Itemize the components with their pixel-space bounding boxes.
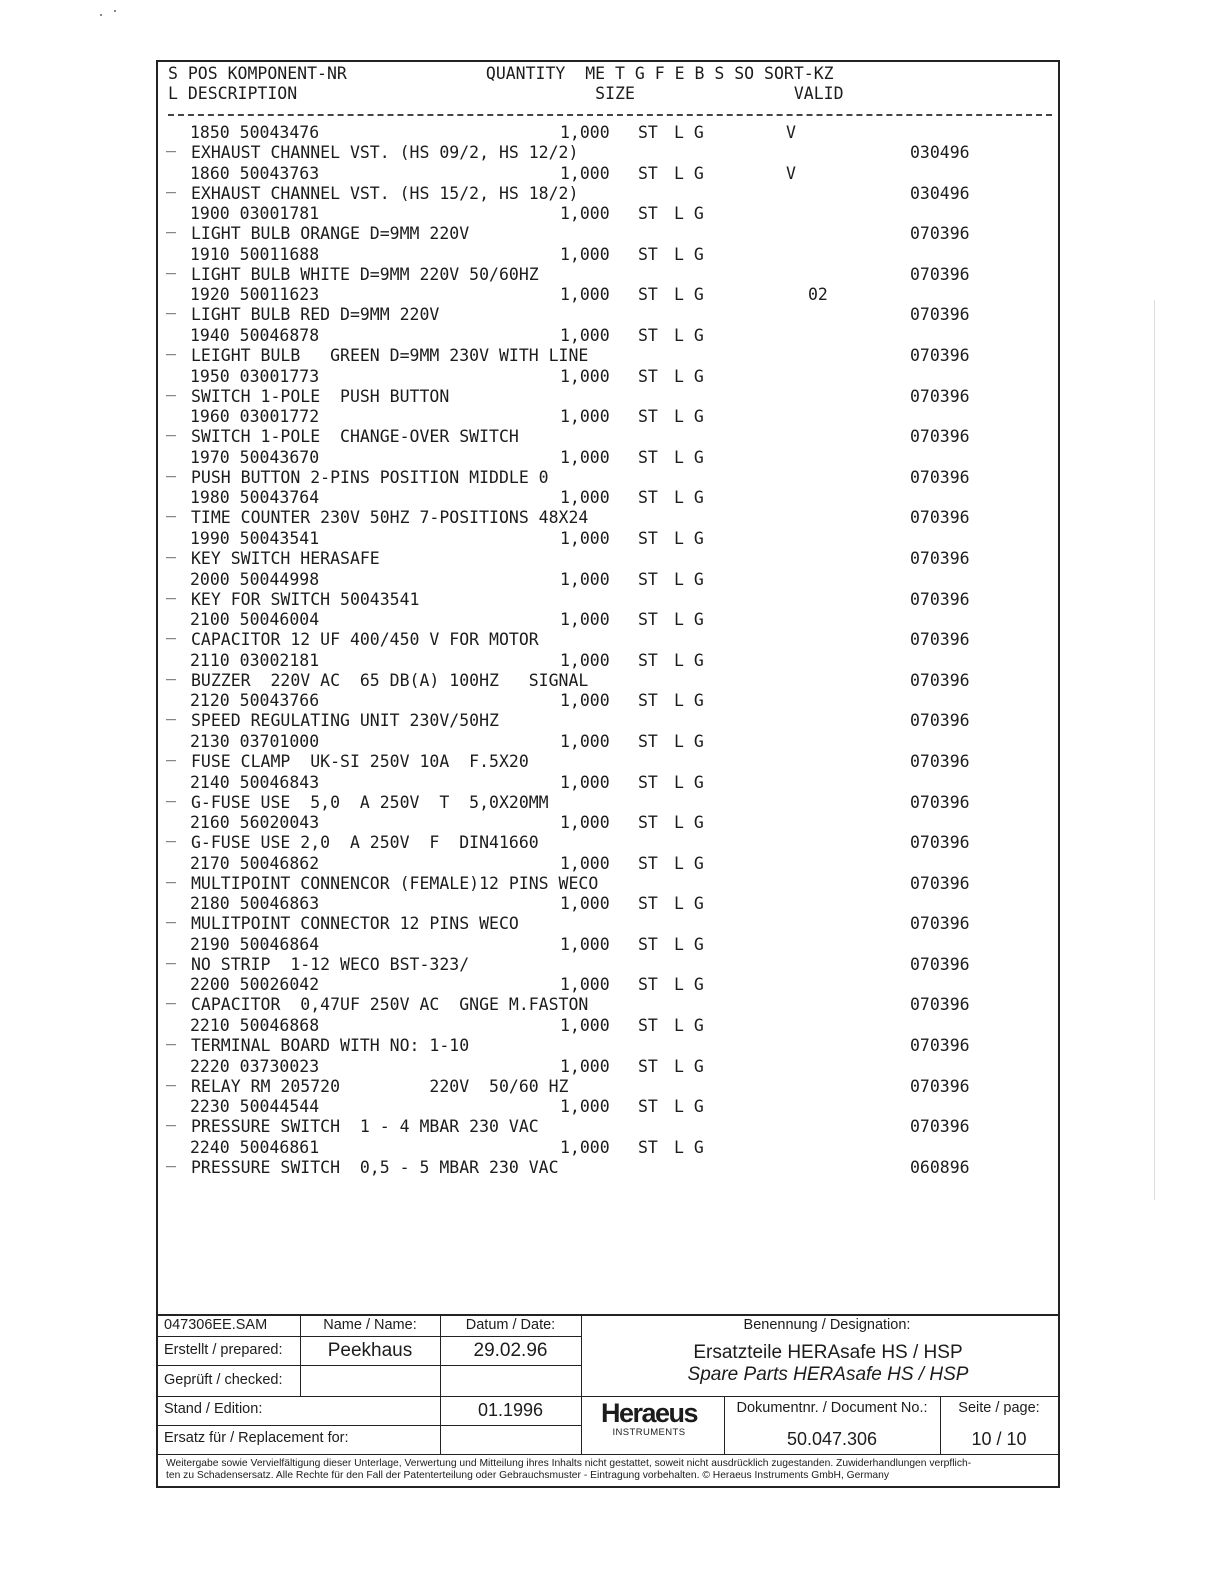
- description: CAPACITOR 0,47UF 250V AC GNGE M.FASTON: [191, 995, 589, 1015]
- flags: L G: [674, 325, 704, 345]
- row-marker: _: [166, 214, 176, 234]
- list-item: [158, 488, 1058, 529]
- flags: L G: [674, 569, 704, 589]
- row-marker: _: [166, 498, 176, 518]
- unit: ST: [638, 853, 658, 873]
- extra-flag: V: [786, 123, 796, 142]
- description: KEY FOR SWITCH 50043541: [191, 589, 420, 609]
- list-item: [158, 935, 1058, 976]
- list-item: [158, 245, 1058, 286]
- unit: ST: [638, 244, 658, 264]
- row-marker: _: [166, 376, 176, 396]
- unit: ST: [638, 123, 658, 142]
- legal-notice-line-2: ten zu Schadensersatz. Alle Rechte für den Fall der Patenterteilung oder Gebrauchsmuster - Eintragung vorbehalten. © Heraeus Instruments GmbH, Germany: [166, 1470, 890, 1481]
- valid-date: 070396: [910, 1036, 970, 1056]
- quantity: 1,000: [560, 853, 610, 873]
- row-marker: _: [166, 335, 176, 355]
- quantity: 1,000: [560, 772, 610, 792]
- extra-flag: 02: [808, 285, 828, 305]
- logo-wordmark: Heraeus: [600, 1398, 698, 1428]
- position-and-component-number: 1910 50011688: [190, 244, 320, 264]
- quantity: 1,000: [560, 244, 610, 264]
- valid-date: 070396: [910, 630, 970, 650]
- row-marker: _: [166, 295, 176, 315]
- flags: L G: [674, 731, 704, 751]
- description: G-FUSE USE 5,0 A 250V T 5,0X20MM: [191, 792, 549, 812]
- quantity: 1,000: [560, 731, 610, 751]
- grid-line: [158, 1365, 582, 1366]
- quantity: 1,000: [560, 1137, 610, 1157]
- grid-line: [158, 1454, 1058, 1455]
- flags: L G: [674, 853, 704, 873]
- valid-date: 070396: [910, 873, 970, 893]
- valid-date: 070396: [910, 1117, 970, 1137]
- unit: ST: [638, 1097, 658, 1117]
- position-and-component-number: 2140 50046843: [190, 772, 320, 792]
- list-item: [158, 894, 1058, 935]
- description: RELAY RM 205720 220V 50/60 HZ: [191, 1076, 569, 1096]
- header-separator: [168, 114, 1052, 116]
- valid-date: 070396: [910, 1076, 970, 1096]
- list-item: [158, 407, 1058, 448]
- description: G-FUSE USE 2,0 A 250V F DIN41660: [191, 833, 539, 853]
- quantity: 1,000: [560, 894, 610, 914]
- quantity: 1,000: [560, 123, 610, 142]
- list-item: [158, 204, 1058, 245]
- unit: ST: [638, 569, 658, 589]
- quantity: 1,000: [560, 325, 610, 345]
- designation-english: Spare Parts HERAsafe HS / HSP: [687, 1364, 969, 1385]
- flags: L G: [674, 407, 704, 427]
- list-item: [158, 164, 1058, 205]
- unit: ST: [638, 1016, 658, 1036]
- list-item: [158, 367, 1058, 408]
- quantity: 1,000: [560, 163, 610, 183]
- valid-date: 070396: [910, 995, 970, 1015]
- grid-line: [158, 1336, 582, 1337]
- row-marker: _: [166, 1066, 176, 1086]
- row-marker: _: [166, 133, 176, 152]
- list-item: [158, 610, 1058, 651]
- list-item: [158, 854, 1058, 895]
- list-item: [158, 123, 1058, 164]
- replacement-label: Ersatz für / Replacement for:: [164, 1430, 349, 1446]
- grid-line: [440, 1314, 441, 1454]
- row-marker: _: [166, 1147, 176, 1167]
- document-number-label: Dokumentnr. / Document No.:: [736, 1400, 928, 1416]
- quantity: 1,000: [560, 691, 610, 711]
- description: LIGHT BULB RED D=9MM 220V: [191, 305, 440, 325]
- date-label: Datum / Date:: [465, 1317, 556, 1333]
- description: EXHAUST CHANNEL VST. (HS 15/2, HS 18/2): [191, 183, 579, 203]
- quantity: 1,000: [560, 610, 610, 630]
- list-item: [158, 773, 1058, 814]
- description: SWITCH 1-POLE PUSH BUTTON: [191, 386, 450, 406]
- row-marker: _: [166, 741, 176, 761]
- unit: ST: [638, 813, 658, 833]
- quantity: 1,000: [560, 650, 610, 670]
- row-marker: _: [166, 823, 176, 843]
- quantity: 1,000: [560, 407, 610, 427]
- flags: L G: [674, 244, 704, 264]
- position-and-component-number: 2230 50044544: [190, 1097, 320, 1117]
- description: LIGHT BULB WHITE D=9MM 220V 50/60HZ: [191, 264, 539, 284]
- flags: L G: [674, 772, 704, 792]
- description: TERMINAL BOARD WITH NO: 1-10: [191, 1036, 470, 1056]
- row-marker: _: [166, 579, 176, 599]
- description: KEY SWITCH HERASAFE: [191, 548, 380, 568]
- valid-date: 070396: [910, 954, 970, 974]
- unit: ST: [638, 1056, 658, 1076]
- row-marker: _: [166, 173, 176, 193]
- list-item: [158, 570, 1058, 611]
- position-and-component-number: 2190 50046864: [190, 934, 320, 954]
- valid-date: 070396: [910, 914, 970, 934]
- flags: L G: [674, 163, 704, 183]
- flags: L G: [674, 1016, 704, 1036]
- list-item: [158, 975, 1058, 1016]
- description: TIME COUNTER 230V 50HZ 7-POSITIONS 48X24: [191, 508, 589, 528]
- valid-date: 070396: [910, 508, 970, 528]
- list-item: [158, 1016, 1058, 1057]
- flags: L G: [674, 691, 704, 711]
- unit: ST: [638, 325, 658, 345]
- position-and-component-number: 2110 03002181: [190, 650, 320, 670]
- quantity: 1,000: [560, 285, 610, 305]
- description: SWITCH 1-POLE CHANGE-OVER SWITCH: [191, 427, 519, 447]
- position-and-component-number: 2180 50046863: [190, 894, 320, 914]
- valid-date: 030496: [910, 183, 970, 203]
- row-marker: _: [166, 985, 176, 1005]
- quantity: 1,000: [560, 488, 610, 508]
- unit: ST: [638, 934, 658, 954]
- position-and-component-number: 1860 50043763: [190, 163, 320, 183]
- description: LEIGHT BULB GREEN D=9MM 230V WITH LINE: [191, 345, 589, 365]
- description: MULTIPOINT CONNENCOR (FEMALE)12 PINS WECO: [191, 873, 599, 893]
- unit: ST: [638, 610, 658, 630]
- list-item: [158, 1097, 1058, 1138]
- quantity: 1,000: [560, 1016, 610, 1036]
- quantity: 1,000: [560, 1097, 610, 1117]
- row-marker: _: [166, 1107, 176, 1127]
- list-item: [158, 1057, 1058, 1098]
- flags: L G: [674, 285, 704, 305]
- description: PUSH BUTTON 2-PINS POSITION MIDDLE 0: [191, 467, 549, 487]
- row-marker: _: [166, 254, 176, 274]
- valid-date: 070396: [910, 792, 970, 812]
- flags: L G: [674, 123, 704, 142]
- position-and-component-number: 1960 03001772: [190, 407, 320, 427]
- row-marker: _: [166, 1026, 176, 1046]
- quantity: 1,000: [560, 204, 610, 224]
- prepared-label: Erstellt / prepared:: [164, 1342, 283, 1358]
- valid-date: 070396: [910, 751, 970, 771]
- checked-label: Geprüft / checked:: [164, 1372, 283, 1388]
- position-and-component-number: 2170 50046862: [190, 853, 320, 873]
- flags: L G: [674, 447, 704, 467]
- unit: ST: [638, 204, 658, 224]
- unit: ST: [638, 650, 658, 670]
- position-and-component-number: 1950 03001773: [190, 366, 320, 386]
- valid-date: 070396: [910, 386, 970, 406]
- description: MULITPOINT CONNECTOR 12 PINS WECO: [191, 914, 519, 934]
- quantity: 1,000: [560, 528, 610, 548]
- flags: L G: [674, 934, 704, 954]
- row-marker: _: [166, 863, 176, 883]
- description: LIGHT BULB ORANGE D=9MM 220V: [191, 224, 470, 244]
- list-item: [158, 732, 1058, 773]
- row-marker: _: [166, 457, 176, 477]
- flags: L G: [674, 1097, 704, 1117]
- position-and-component-number: 2130 03701000: [190, 731, 320, 751]
- row-marker: _: [166, 660, 176, 680]
- unit: ST: [638, 407, 658, 427]
- description: PRESSURE SWITCH 0,5 - 5 MBAR 230 VAC: [191, 1157, 559, 1177]
- document-frame: [156, 60, 1060, 1488]
- flags: L G: [674, 528, 704, 548]
- parts-list: [158, 123, 1058, 1178]
- flags: L G: [674, 894, 704, 914]
- page-number: 10 / 10: [971, 1429, 1027, 1449]
- unit: ST: [638, 528, 658, 548]
- grid-line: [581, 1314, 582, 1454]
- unit: ST: [638, 772, 658, 792]
- quantity: 1,000: [560, 366, 610, 386]
- unit: ST: [638, 731, 658, 751]
- extra-flag: V: [786, 163, 796, 183]
- quantity: 1,000: [560, 934, 610, 954]
- edition-value: 01.1996: [477, 1400, 544, 1420]
- logo-subtitle: INSTRUMENTS: [612, 1427, 686, 1438]
- quantity: 1,000: [560, 813, 610, 833]
- list-item: [158, 651, 1058, 692]
- heraeus-logo: [590, 1398, 708, 1438]
- unit: ST: [638, 488, 658, 508]
- position-and-component-number: 1990 50043541: [190, 528, 320, 548]
- valid-date: 070396: [910, 345, 970, 365]
- quantity: 1,000: [560, 975, 610, 995]
- valid-date: 070396: [910, 224, 970, 244]
- row-marker: _: [166, 538, 176, 558]
- flags: L G: [674, 650, 704, 670]
- valid-date: 070396: [910, 548, 970, 568]
- legal-notice-line-1: Weitergabe sowie Vervielfältigung dieser Unterlage, Verwertung und Mitteilung ihres Inhalts nicht gestattet, soweit nicht ausdrücklich zugestanden. Zuwiderhandlungen verpflich-: [166, 1458, 972, 1469]
- description: PRESSURE SWITCH 1 - 4 MBAR 230 VAC: [191, 1117, 539, 1137]
- flags: L G: [674, 204, 704, 224]
- prepared-name: Peekhaus: [327, 1340, 413, 1361]
- flags: L G: [674, 488, 704, 508]
- valid-date: 070396: [910, 833, 970, 853]
- prepared-date: 29.02.96: [473, 1340, 548, 1361]
- list-item: [158, 448, 1058, 489]
- unit: ST: [638, 285, 658, 305]
- valid-date: 030496: [910, 143, 970, 162]
- position-and-component-number: 1920 50011623: [190, 285, 320, 305]
- scan-edge: [1154, 300, 1155, 1200]
- valid-date: 060896: [910, 1157, 970, 1177]
- position-and-component-number: 2160 56020043: [190, 813, 320, 833]
- description: CAPACITOR 12 UF 400/450 V FOR MOTOR: [191, 630, 539, 650]
- unit: ST: [638, 447, 658, 467]
- list-item: [158, 326, 1058, 367]
- valid-date: 070396: [910, 467, 970, 487]
- valid-date: 070396: [910, 427, 970, 447]
- valid-date: 070396: [910, 264, 970, 284]
- description: SPEED REGULATING UNIT 230V/50HZ: [191, 711, 499, 731]
- list-item: [158, 529, 1058, 570]
- description: FUSE CLAMP UK-SI 250V 10A F.5X20: [191, 751, 529, 771]
- position-and-component-number: 2220 03730023: [190, 1056, 320, 1076]
- valid-date: 070396: [910, 305, 970, 325]
- unit: ST: [638, 894, 658, 914]
- column-header-line-2: L DESCRIPTION SIZE VALID: [168, 84, 844, 103]
- position-and-component-number: 1940 50046878: [190, 325, 320, 345]
- position-and-component-number: 2240 50046861: [190, 1137, 320, 1157]
- valid-date: 070396: [910, 589, 970, 609]
- designation-label: Benennung / Designation:: [743, 1317, 911, 1333]
- legal-notice: [166, 1458, 1056, 1482]
- row-marker: _: [166, 782, 176, 802]
- column-header-line-1: S POS KOMPONENT-NR QUANTITY ME T G F E B S SO SORT-KZ: [168, 64, 834, 83]
- flags: L G: [674, 610, 704, 630]
- name-label: Name / Name:: [323, 1317, 417, 1333]
- unit: ST: [638, 366, 658, 386]
- row-marker: _: [166, 944, 176, 964]
- title-block-top-rule: [158, 1314, 1058, 1316]
- page-label: Seite / page:: [958, 1400, 1040, 1416]
- position-and-component-number: 2210 50046868: [190, 1016, 320, 1036]
- row-marker: _: [166, 620, 176, 640]
- row-marker: _: [166, 904, 176, 924]
- flags: L G: [674, 813, 704, 833]
- position-and-component-number: 2200 50026042: [190, 975, 320, 995]
- file-name: 047306EE.SAM: [164, 1317, 268, 1333]
- position-and-component-number: 2000 50044998: [190, 569, 320, 589]
- position-and-component-number: 1980 50043764: [190, 488, 320, 508]
- row-marker: _: [166, 417, 176, 437]
- quantity: 1,000: [560, 1056, 610, 1076]
- scan-speck: [100, 14, 102, 16]
- flags: L G: [674, 1056, 704, 1076]
- position-and-component-number: 1850 50043476: [190, 123, 320, 142]
- position-and-component-number: 1900 03001781: [190, 204, 320, 224]
- description: NO STRIP 1-12 WECO BST-323/: [191, 954, 470, 974]
- grid-line: [158, 1425, 582, 1426]
- position-and-component-number: 1970 50043670: [190, 447, 320, 467]
- list-item: [158, 813, 1058, 854]
- position-and-component-number: 2100 50046004: [190, 610, 320, 630]
- unit: ST: [638, 163, 658, 183]
- edition-label: Stand / Edition:: [164, 1401, 263, 1417]
- list-item: [158, 1138, 1058, 1179]
- quantity: 1,000: [560, 569, 610, 589]
- flags: L G: [674, 1137, 704, 1157]
- valid-date: 070396: [910, 670, 970, 690]
- document-number: 50.047.306: [786, 1429, 878, 1449]
- quantity: 1,000: [560, 447, 610, 467]
- flags: L G: [674, 975, 704, 995]
- unit: ST: [638, 975, 658, 995]
- unit: ST: [638, 691, 658, 711]
- row-marker: _: [166, 701, 176, 721]
- valid-date: 070396: [910, 711, 970, 731]
- description: EXHAUST CHANNEL VST. (HS 09/2, HS 12/2): [191, 143, 579, 162]
- flags: L G: [674, 366, 704, 386]
- list-item: [158, 285, 1058, 326]
- description: BUZZER 220V AC 65 DB(A) 100HZ SIGNAL: [191, 670, 589, 690]
- unit: ST: [638, 1137, 658, 1157]
- scan-speck: [114, 10, 116, 12]
- designation-german: Ersatzteile HERAsafe HS / HSP: [693, 1342, 963, 1363]
- grid-line: [158, 1396, 1058, 1397]
- list-item: [158, 691, 1058, 732]
- position-and-component-number: 2120 50043766: [190, 691, 320, 711]
